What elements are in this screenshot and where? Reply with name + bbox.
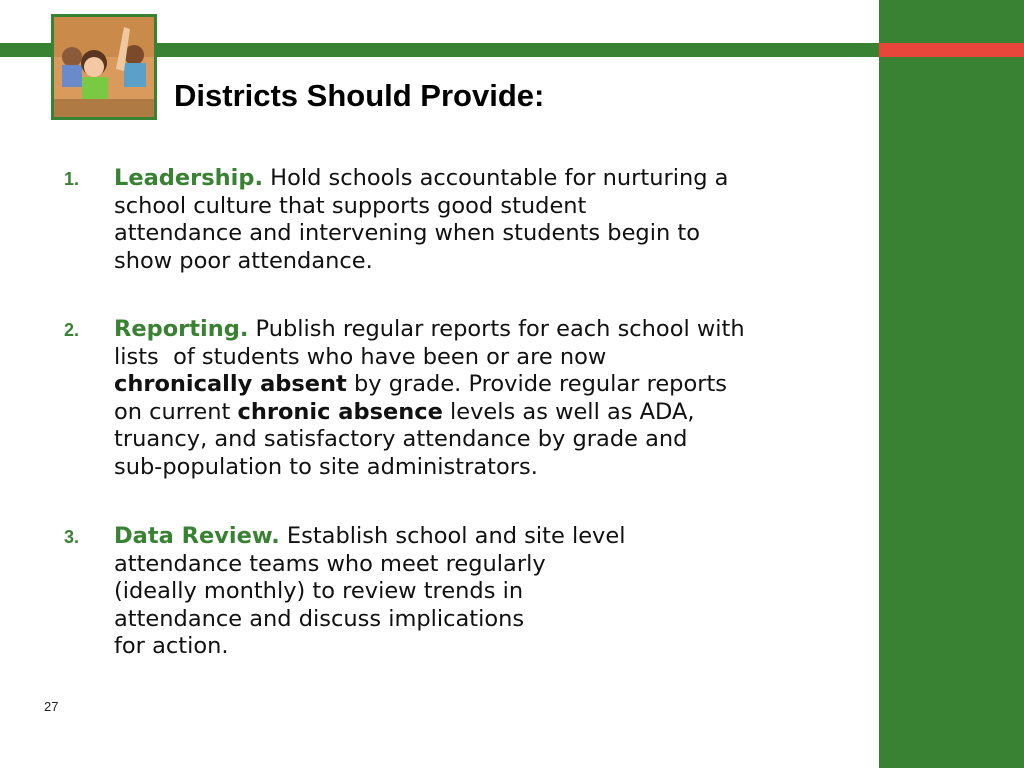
item-line: attendance and intervening when students begin to (114, 220, 700, 246)
item-line: show poor attendance. (114, 247, 373, 274)
item-line: sub-population to site administrators. (114, 453, 538, 480)
item-line: (ideally monthly) to review trends in (114, 578, 524, 604)
classroom-students-photo-icon (54, 17, 154, 117)
item-line (114, 371, 859, 399)
item-body (114, 523, 859, 661)
item-line (114, 523, 859, 551)
item-heading: Leadership. (114, 165, 264, 191)
emphasis-text: chronically absent (114, 371, 347, 397)
emphasis-text: chronic absence (237, 398, 443, 425)
item-line: lists of students who have been or are now (114, 343, 607, 370)
item-line: attendance and discuss implications (114, 605, 525, 632)
classroom-photo (51, 14, 157, 120)
item-line (114, 165, 859, 193)
item-line (114, 316, 859, 344)
item-number: 2. (64, 320, 80, 340)
right-green-panel (879, 0, 1024, 768)
item-line: attendance teams who meet regularly (114, 550, 546, 577)
item-line (114, 399, 859, 427)
item-line: school culture that supports good student (114, 192, 587, 219)
item-number: 3. (64, 527, 80, 547)
item-number: 1. (64, 169, 80, 189)
item-heading: Data Review. (114, 523, 280, 549)
item-line: for action. (114, 633, 229, 659)
item-text: Publish regular reports for each school with (248, 316, 745, 342)
item-heading: Reporting. (114, 316, 249, 342)
item-text: levels as well as ADA, (442, 398, 695, 425)
item-line: truancy, and satisfactory attendance by grade and (114, 426, 688, 452)
red-accent-band (879, 43, 1024, 57)
item-text: Establish school and site level (279, 523, 626, 549)
slide-title: Districts Should Provide: (174, 78, 545, 113)
page-number: 27 (44, 699, 59, 714)
item-body (114, 165, 859, 275)
item-text: on current (114, 398, 238, 425)
item-text: by grade. Provide regular reports (346, 371, 728, 397)
item-text: Hold schools accountable for nurturing a (263, 165, 729, 191)
item-body (114, 316, 859, 481)
